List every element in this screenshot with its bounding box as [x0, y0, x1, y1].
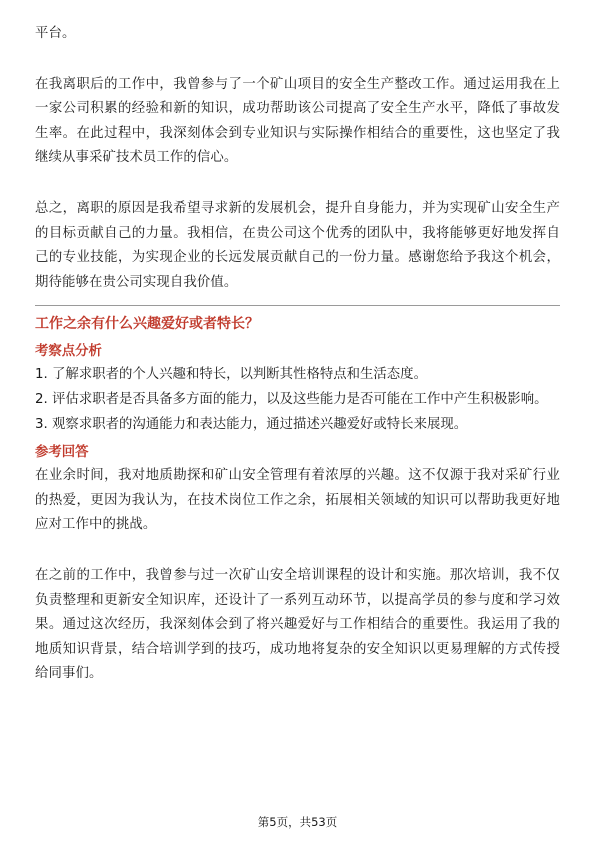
spacer — [35, 171, 560, 197]
question-heading: 工作之余有什么兴趣爱好或者特长？ — [35, 316, 259, 333]
paragraph-summary: 总之，离职的原因是我希望寻求新的发展机会，提升自身能力，并为实现矿山安全生产的目标贡献自己的力量。我相信，在贵公司这个优秀的团队中，我将能够更好地发挥自己的专业技能，为实现企业的长远发展贡献自己的一份力量。感谢您给予我这个机会，期待能够在贵公司实现自我价值。 — [35, 200, 560, 290]
analysis-point: 2. 评估求职者是否具备多方面的能力，以及这些能力是否可能在工作中产生积极影响。 — [35, 391, 548, 407]
intro-fragment: 平台。 — [35, 26, 76, 41]
spacer — [35, 538, 560, 564]
page-footer — [0, 814, 595, 830]
answer-label: 参考回答 — [35, 445, 89, 461]
page-indicator: 第5页，共53页 — [257, 815, 338, 829]
answer-paragraph-1: 在业余时间，我对地质勘探和矿山安全管理有着浓厚的兴趣。这不仅源于我对采矿行业的热爱，更因为我认为，在技术岗位工作之余，拓展相关领域的知识可以帮助我更好地应对工作中的挑战。 — [35, 468, 560, 533]
analysis-list — [35, 363, 560, 437]
analysis-point: 3. 观察求职者的沟通能力和表达能力，通过描述兴趣爱好或特长来展现。 — [35, 416, 468, 432]
paragraph-after-leaving: 在我离职后的工作中，我曾参与了一个矿山项目的安全生产整改工作。通过运用我在上一家公司积累的经验和新的知识，成功帮助该公司提高了安全生产水平，降低了事故发生率。在此过程中，我深刻体会到专业知识与实际操作相结合的重要性，这也坚定了我继续从事采矿技术员工作的信心。 — [35, 76, 560, 166]
analysis-point: 1. 了解求职者的个人兴趣和特长，以判断其性格特点和生活态度。 — [35, 367, 427, 383]
spacer — [35, 47, 560, 73]
analysis-label: 考察点分析 — [35, 344, 102, 360]
document-page — [35, 22, 560, 687]
section-divider — [35, 305, 560, 306]
answer-paragraph-2: 在之前的工作中，我曾参与过一次矿山安全培训课程的设计和实施。那次培训，我不仅负责整理和更新安全知识库，还设计了一系列互动环节，以提高学员的参与度和学习效果。通过这次经历，我深刻体会到了将兴趣爱好与工作相结合的重要性。我运用了我的地质知识背景，结合培训学到的技巧，成功地将复杂的安全知识以更易理解的方式传授给同事们。 — [35, 567, 560, 682]
